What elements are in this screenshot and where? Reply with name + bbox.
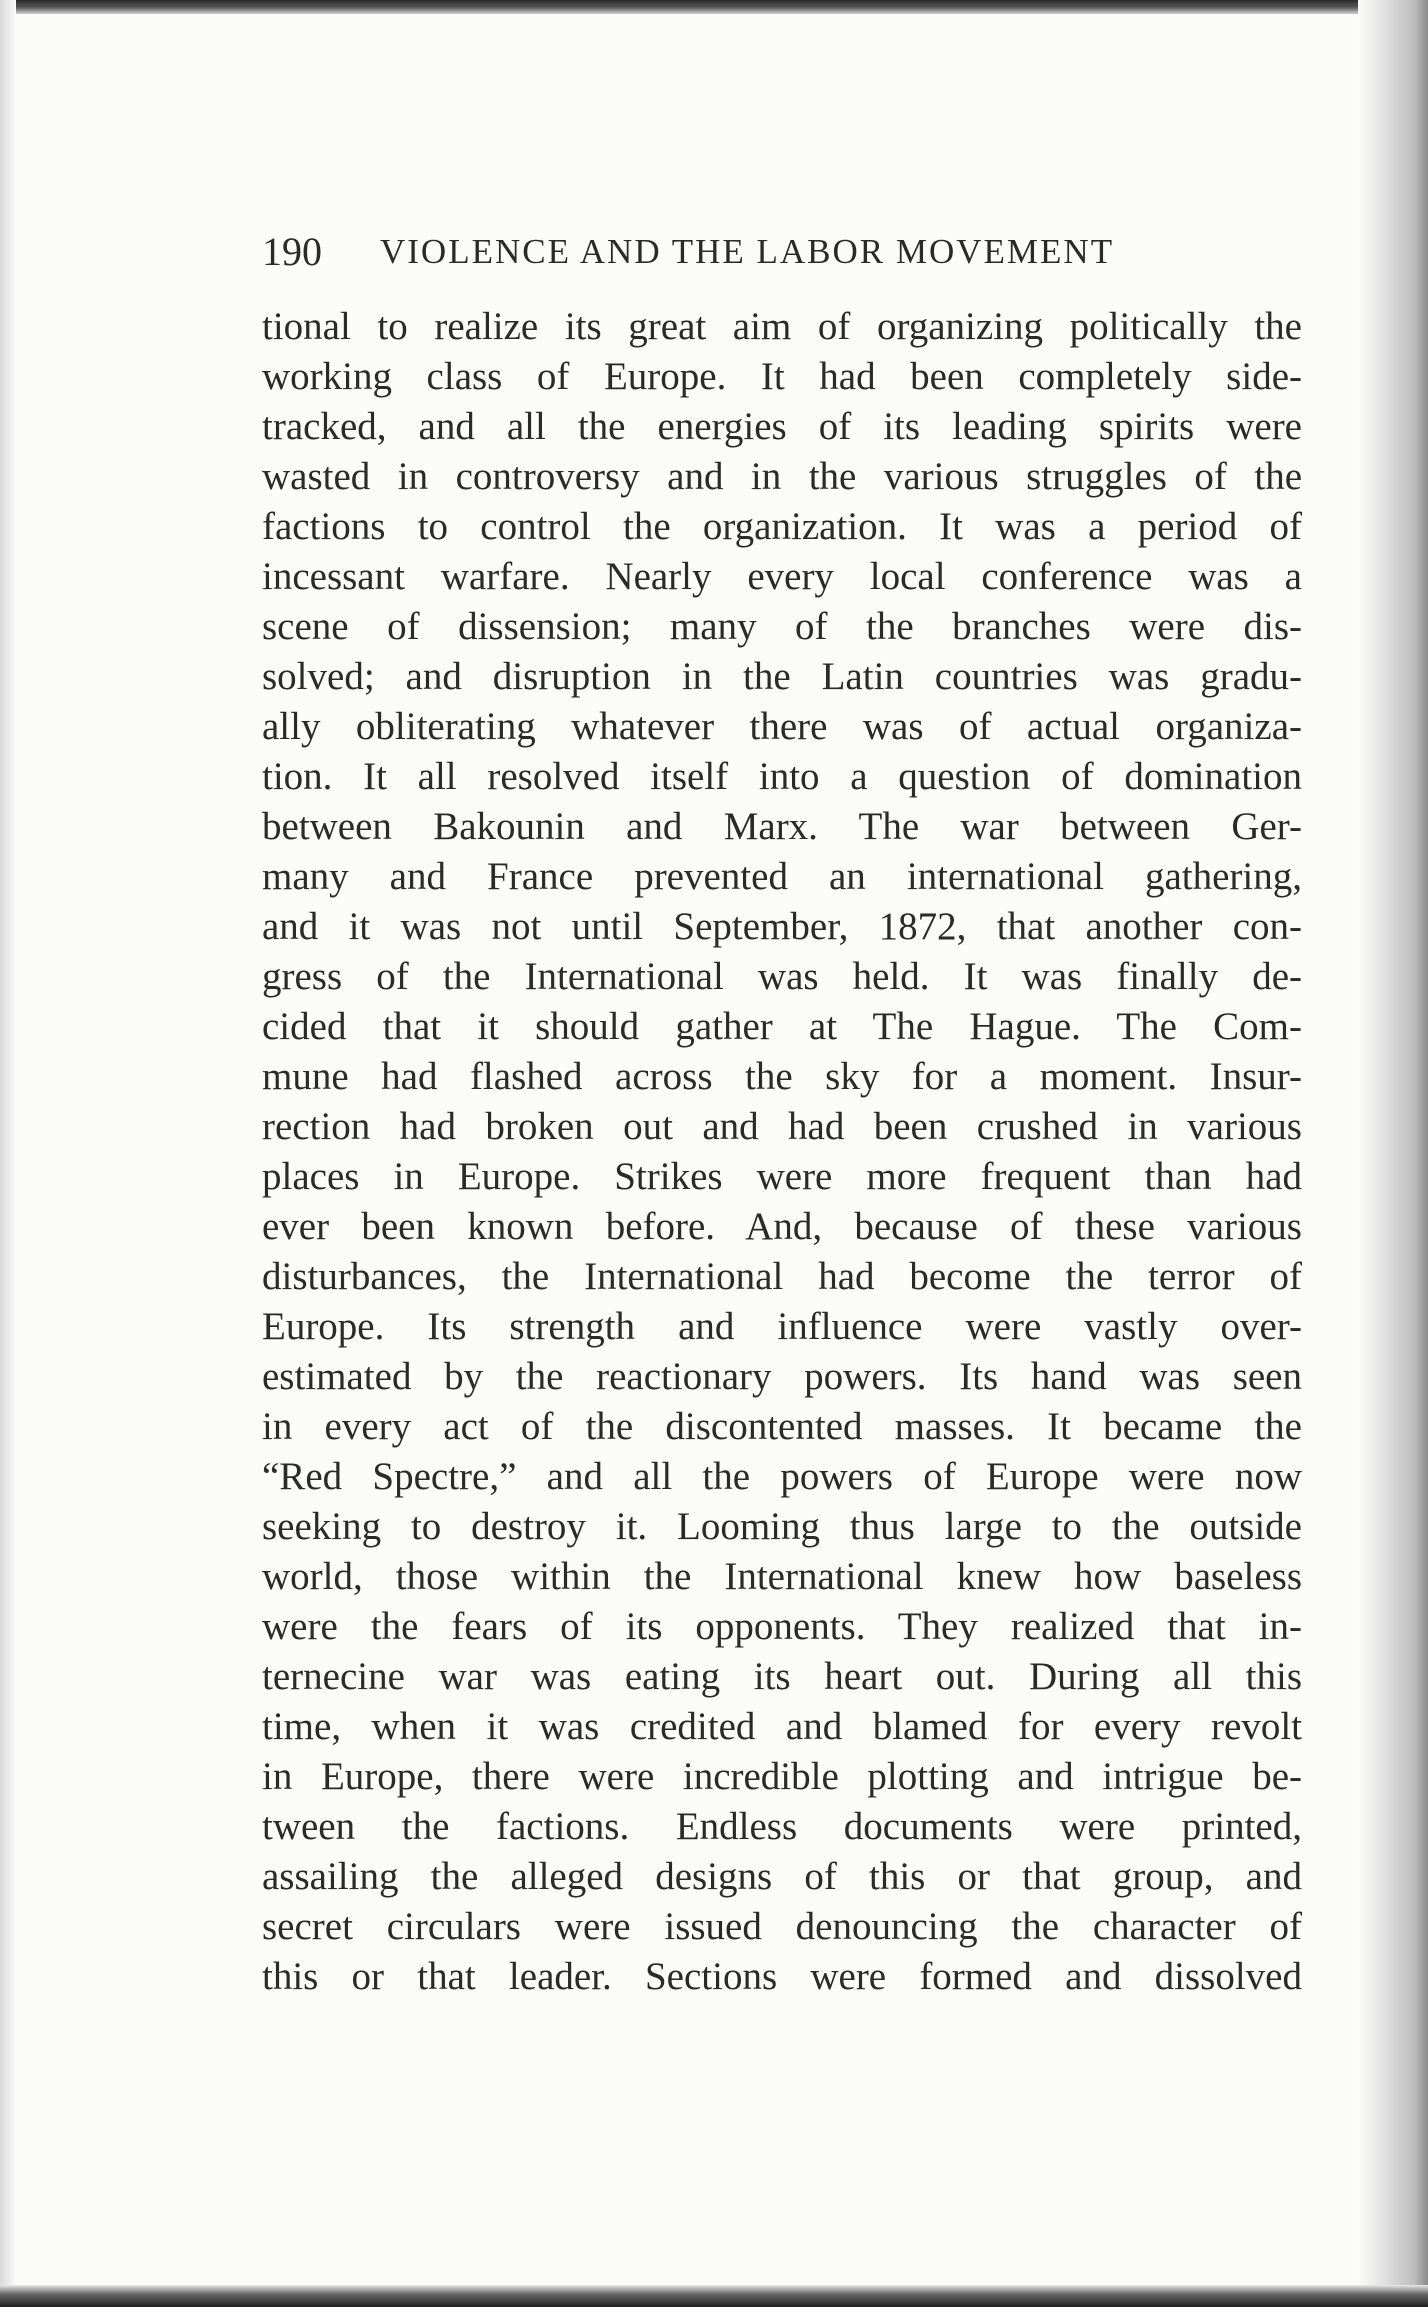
text-line: ternecine war was eating its heart out. During all this — [262, 1655, 1302, 1698]
text-line: secret circulars were issued denouncing the character of — [262, 1905, 1302, 1948]
text-line: many and France prevented an international gathering, — [262, 855, 1302, 898]
scan-top-edge — [0, 0, 1428, 14]
text-line: rection had broken out and had been crushed in various — [262, 1105, 1302, 1148]
text-line: were the fears of its opponents. They realized that in- — [262, 1605, 1302, 1648]
text-line: estimated by the reactionary powers. Its hand was seen — [262, 1355, 1302, 1398]
text-line: between Bakounin and Marx. The war between Ger- — [262, 805, 1302, 848]
text-line: places in Europe. Strikes were more frequent than had — [262, 1155, 1302, 1198]
text-line: seeking to destroy it. Looming thus large to the outside — [262, 1505, 1302, 1548]
text-line: Europe. Its strength and influence were vastly over- — [262, 1305, 1302, 1348]
scan-left-edge — [0, 0, 16, 2307]
text-line: tracked, and all the energies of its leading spirits were — [262, 405, 1302, 448]
text-line: this or that leader. Sections were formed and dissolved — [262, 1955, 1302, 1998]
text-line: incessant warfare. Nearly every local conference was a — [262, 555, 1302, 598]
text-line: ally obliterating whatever there was of actual organiza- — [262, 705, 1302, 748]
text-line: time, when it was credited and blamed for every revolt — [262, 1705, 1302, 1748]
body-text — [262, 302, 1302, 2002]
running-header — [262, 222, 1302, 282]
text-line: wasted in controversy and in the various struggles of the — [262, 455, 1302, 498]
text-line: tween the factions. Endless documents were printed, — [262, 1805, 1302, 1848]
scan-bottom-edge — [0, 2285, 1428, 2307]
running-title: VIOLENCE AND THE LABOR MOVEMENT — [380, 232, 1115, 271]
text-line: “Red Spectre,” and all the powers of Europe were now — [262, 1455, 1302, 1498]
text-line: and it was not until September, 1872, that another con- — [262, 905, 1302, 948]
page-number: 190 — [262, 229, 322, 274]
text-line: gress of the International was held. It was finally de- — [262, 955, 1302, 998]
text-line: in every act of the discontented masses. It became the — [262, 1405, 1302, 1448]
text-line: mune had flashed across the sky for a moment. Insur- — [262, 1055, 1302, 1098]
text-line: tion. It all resolved itself into a question of domination — [262, 755, 1302, 798]
text-line: in Europe, there were incredible plotting and intrigue be- — [262, 1755, 1302, 1798]
text-line: world, those within the International knew how baseless — [262, 1555, 1302, 1598]
text-line: ever been known before. And, because of these various — [262, 1205, 1302, 1248]
text-line: tional to realize its great aim of organizing politically the — [262, 305, 1302, 348]
text-line: disturbances, the International had become the terror of — [262, 1255, 1302, 1298]
text-line: cided that it should gather at The Hague. The Com- — [262, 1005, 1302, 1048]
text-line: scene of dissension; many of the branches were dis- — [262, 605, 1302, 648]
text-line: solved; and disruption in the Latin countries was gradu- — [262, 655, 1302, 698]
text-line: factions to control the organization. It was a period of — [262, 505, 1302, 548]
text-line: assailing the alleged designs of this or that group, and — [262, 1855, 1302, 1898]
scan-right-edge-shadow — [1358, 0, 1428, 2307]
text-line: working class of Europe. It had been completely side- — [262, 355, 1302, 398]
